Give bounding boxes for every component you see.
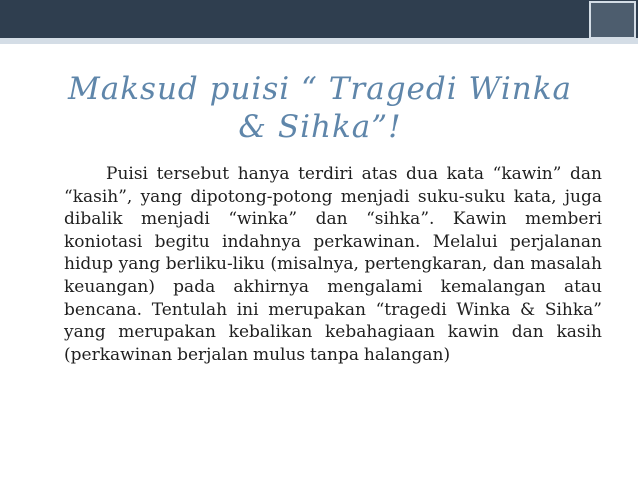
header-accent-line [0,38,638,44]
slide-title: Maksud puisi “ Tragedi Winka & Sihka”! [68,71,572,145]
corner-decoration [589,1,636,39]
slide-body-text: Puisi tersebut hanya terdiri atas dua kata “kawin” dan “kasih”, yang dipotong-potong menjadi suku-suku kata, juga dibalik menjadi “winka” dan “sihka”. Kawin memberi koniotasi begitu indahnya perkawinan. Melalui perjalanan hidup yang berliku-liku (misalnya, pertengkaran, dan masalah keuangan) pada akhirnya mengalami kemalangan atau bencana. Tentulah ini merupakan “tragedi Winka & Sihka” yang merupakan kebalikan kebahagiaan kawin dan kasih (perkawinan berjalan mulus tanpa halangan) [64,164,602,365]
header-bar [0,0,638,38]
